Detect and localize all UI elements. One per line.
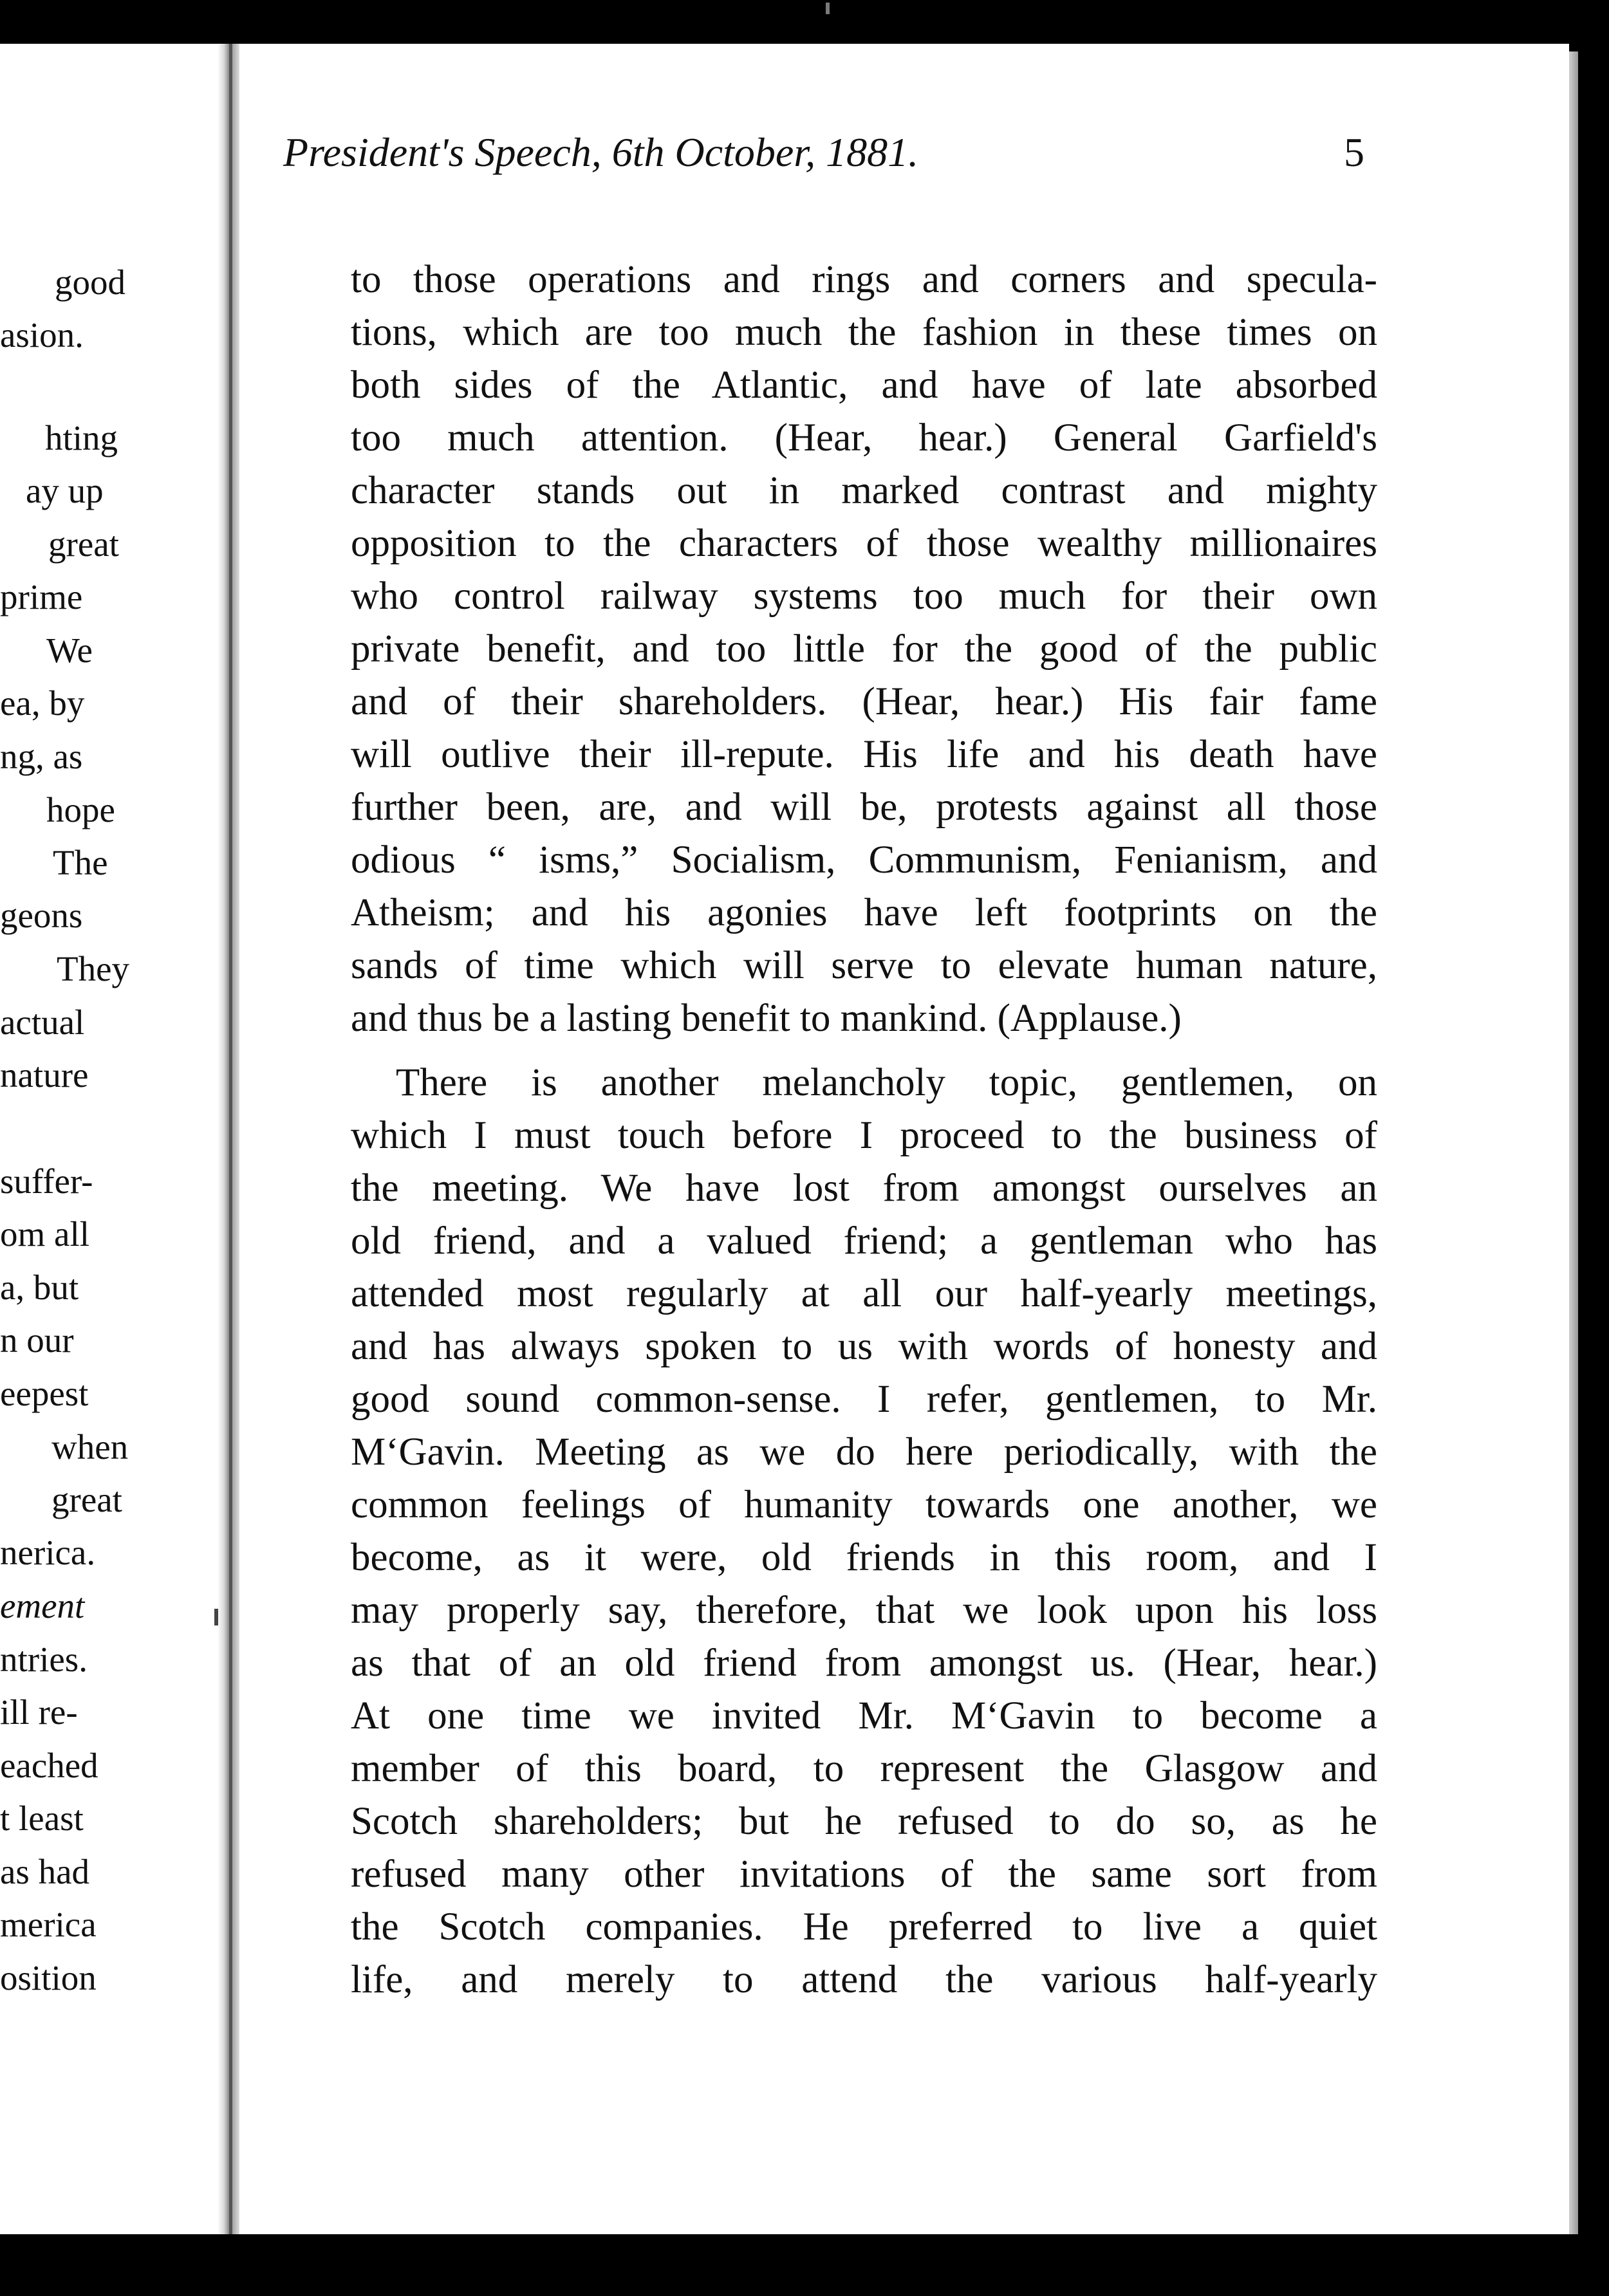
left-fragment-line: om all	[0, 1214, 90, 1254]
left-fragment-line: n our	[0, 1320, 74, 1360]
page-number: 5	[1344, 129, 1364, 175]
left-fragment-line: great	[48, 524, 119, 564]
text-line: member of this board, to represent the Glasgow and	[351, 1747, 1377, 1790]
left-fragment-line: good	[55, 263, 126, 302]
text-line: and of their shareholders. (Hear, hear.) His fair fame	[351, 680, 1377, 723]
left-fragment-line: great	[51, 1480, 122, 1519]
left-fragment-line: The	[53, 843, 108, 882]
left-fragment-line: t least	[0, 1799, 84, 1838]
text-line: good sound common-sense. I refer, gentlemen, to Mr.	[351, 1378, 1377, 1421]
left-fragment-line: ement	[0, 1586, 85, 1625]
text-line: as that of an old friend from amongst us. (Hear, hear.)	[351, 1642, 1377, 1685]
left-fragment-line: ea, by	[0, 683, 85, 723]
text-line: the meeting. We have lost from amongst ourselves an	[351, 1167, 1377, 1210]
text-line: There is another melancholy topic, gentlemen, on	[396, 1061, 1377, 1104]
left-fragment-line: eached	[0, 1746, 98, 1785]
text-line: and thus be a lasting benefit to mankind. (Applause.)	[351, 997, 1182, 1040]
left-fragment-line: They	[57, 949, 130, 988]
text-line: refused many other invitations of the same sort from	[351, 1853, 1377, 1896]
left-fragment-line: a, but	[0, 1268, 79, 1307]
binding-fold-line	[229, 44, 232, 2234]
text-line: opposition to the characters of those wealthy millionaires	[351, 522, 1377, 565]
text-line: to those operations and rings and corners and specula-	[351, 258, 1377, 301]
text-line: attended most regularly at all our half-yearly meetings,	[351, 1272, 1377, 1315]
text-line: character stands out in marked contrast and mighty	[351, 469, 1377, 512]
left-fragment-line: eepest	[0, 1374, 89, 1413]
text-line: which I must touch before I proceed to the business of	[351, 1114, 1377, 1157]
left-fragment-line: ay up	[26, 471, 104, 510]
left-fragment-line: suffer-	[0, 1162, 93, 1201]
text-line: who control railway systems too much for their own	[351, 575, 1377, 618]
running-head-title: President's Speech, 6th October, 1881.	[283, 129, 919, 175]
text-line: both sides of the Atlantic, and have of late absorbed	[351, 364, 1377, 407]
running-head	[283, 129, 1313, 176]
text-line: M‘Gavin. Meeting as we do here periodically, with the	[351, 1430, 1377, 1474]
left-fragment-line: asion.	[0, 315, 84, 355]
left-fragment-line: ntries.	[0, 1640, 88, 1679]
scan-speck	[826, 3, 830, 14]
text-line: too much attention. (Hear, hear.) General Garfield's	[351, 416, 1377, 459]
left-fragment-line: prime	[0, 577, 83, 616]
text-line: tions, which are too much the fashion in these times on	[351, 311, 1377, 354]
text-line: Atheism; and his agonies have left footprints on the	[351, 891, 1377, 934]
text-line: become, as it were, old friends in this room, and I	[351, 1536, 1377, 1579]
text-line: further been, are, and will be, protests against all those	[351, 786, 1377, 829]
text-line: odious “ isms,” Socialism, Communism, Fenianism, and	[351, 838, 1377, 882]
left-fragment-line: hting	[45, 418, 118, 458]
left-fragment-line: as had	[0, 1852, 89, 1891]
page-edge-shadow	[1569, 51, 1578, 2234]
left-fragment-line: hope	[46, 790, 115, 829]
text-line: At one time we invited Mr. M‘Gavin to become a	[351, 1694, 1377, 1737]
left-fragment-line: ng, as	[0, 737, 83, 776]
text-line: Scotch shareholders; but he refused to do so, as he	[351, 1800, 1377, 1843]
scan-speck	[214, 1609, 218, 1625]
text-line: sands of time which will serve to elevate human nature,	[351, 944, 1377, 987]
text-line: will outlive their ill-repute. His life and his death have	[351, 733, 1377, 776]
previous-page-fragment	[0, 44, 228, 2234]
left-fragment-line: geons	[0, 896, 83, 935]
text-line: private benefit, and too little for the good of the public	[351, 627, 1377, 671]
left-fragment-line: nerica.	[0, 1533, 96, 1572]
text-line: the Scotch companies. He preferred to live a quiet	[351, 1905, 1377, 1949]
left-fragment-line: actual	[0, 1003, 85, 1042]
text-line: may properly say, therefore, that we look upon his loss	[351, 1589, 1377, 1632]
left-fragment-line: osition	[0, 1958, 97, 1997]
text-line: old friend, and a valued friend; a gentleman who has	[351, 1219, 1377, 1263]
text-line: common feelings of humanity towards one another, we	[351, 1483, 1377, 1526]
left-fragment-line: nature	[0, 1055, 89, 1095]
text-line: and has always spoken to us with words of honesty and	[351, 1325, 1377, 1368]
text-line: life, and merely to attend the various half-yearly	[351, 1958, 1377, 2001]
left-fragment-line: merica	[0, 1905, 97, 1944]
left-fragment-line: when	[51, 1427, 129, 1467]
left-fragment-line: ill re-	[0, 1692, 78, 1732]
left-fragment-line: We	[46, 631, 93, 670]
